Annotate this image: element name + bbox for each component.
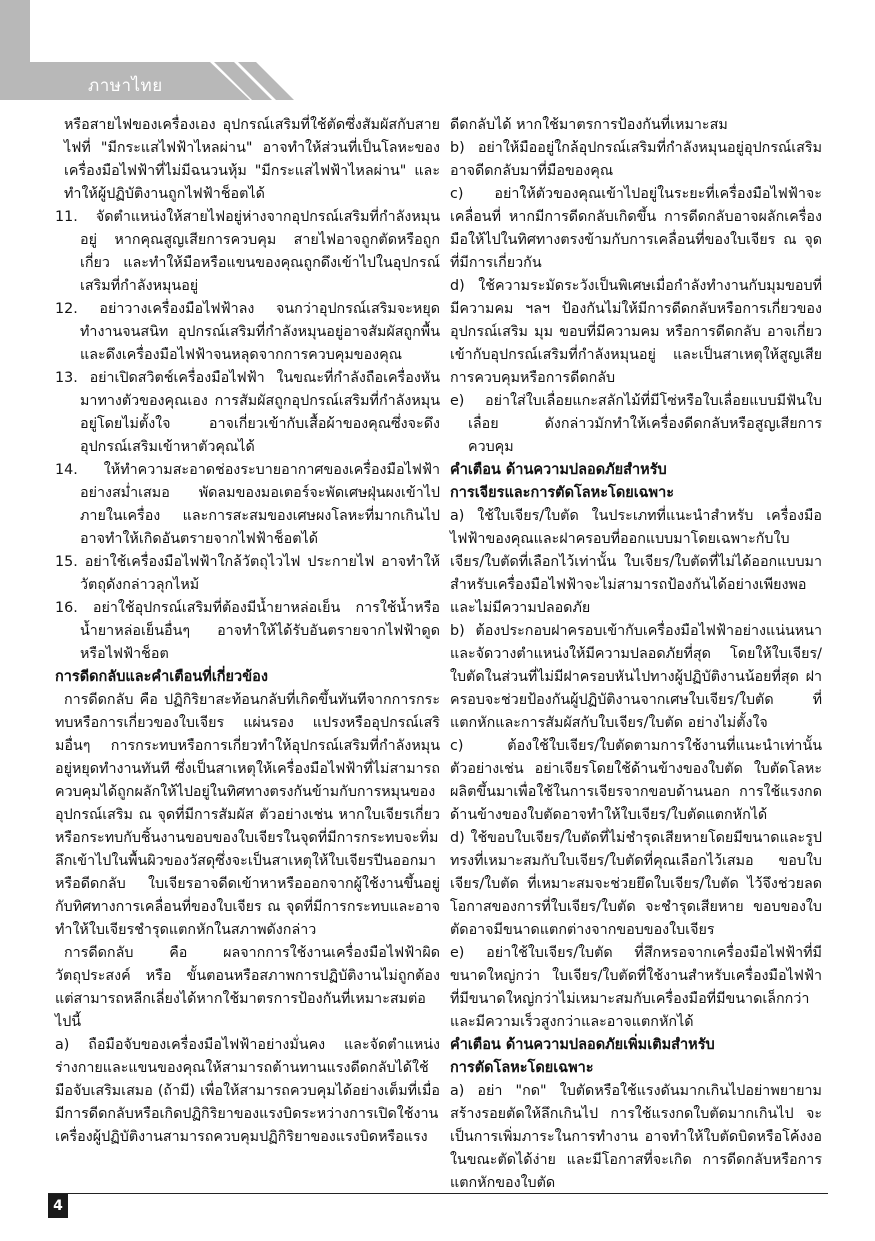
kickback-item-a: a) ถือมือจับของเครื่องมือไฟฟ้าอย่างมั่นคง และจัดตำแหน่งร่างกายและแขนของคุณให้สามารถต้านทานแรงดีดกลับได้ใช้มือจับเสริมเสมอ (ถ้ามี) เพื่อให้สามารถควบคุมได้อย่างเต็มที่เมื่อมีการดีดกลับหรือเกิดปฏิกิริยาของแรงบิดระหว่างการเปิดใช้งาน เครื่องผู้ปฏิบัติงานสามารถควบคุมปฏิกิริยาของแรงบิดหรือแรง bbox=[55, 1037, 440, 1145]
list-item-14: 14. ให้ทำความสะอาดช่องระบายอากาศของเครื่องมือไฟฟ้าอย่างสม่ำเสมอ พัดลมของมอเตอร์จะพัดเศษฝุ่นผงเข้าไปภายในเครื่อง และการสะสมของเศษผงโลหะที่มากเกินไป อาจทำให้เกิดอันตรายจากไฟฟ้าช็อตได้ bbox=[55, 462, 440, 547]
cutting-item-a: a) อย่า "กด" ใบตัดหรือใช้แรงดันมากเกินไปอย่าพยายามสร้างรอยตัดให้ลึกเกินไป การใช้แรงกดใบตัดมากเกินไป จะเป็นการเพิ่มภาระในการทำงาน อาจทำให้ใบตัดบิดหรือโค้งงอในขณะตัดได้ง่าย และมีโอกาสที่จะเกิด การดีดกลับหรือการแตกหักของใบตัด bbox=[450, 1083, 822, 1191]
page-header bbox=[0, 0, 875, 100]
kickback-item-d: d) ใช้ความระมัดระวังเป็นพิเศษเมื่อกำลังทำงานกับมุมขอบที่มีความคม ฯลฯ ป้องกันไม่ให้มีการดีดกลับหรือการเกี่ยวของอุปกรณ์เสริม มุม ขอบที่มีความคม หรือการดีดกลับ อาจเกี่ยวเข้ากับอุปกรณ์เสริมที่กำลังหมุนอยู่ และเป็นสาเหตุให้สูญเสียการควบคุมหรือการดีดกลับ bbox=[450, 278, 822, 386]
language-label: ภาษาไทย bbox=[88, 76, 163, 96]
kickback-item-b: b) อย่าให้มืออยู่ใกล้อุปกรณ์เสริมที่กำลังหมุนอยู่อุปกรณ์เสริมอาจดีดกลับมาที่มือของคุณ bbox=[450, 140, 822, 179]
right-column bbox=[450, 114, 822, 1195]
grinding-item-a: a) ใช้ใบเจียร/ใบตัด ในประเภทที่แนะนำสำหรับ เครื่องมือไฟฟ้าของคุณและฝาครอบที่ออกแบบมาโดยเฉพาะกับใบเจียร/ใบตัดที่เลือกไว้เท่านั้น ใบเจียร/ใบตัดที่ไม่ได้ออกแบบมาสำหรับเครื่องมือไฟฟ้าจะไม่สามารถป้องกันได้อย่างเพียงพอและไม่มีความปลอดภัย bbox=[450, 508, 822, 616]
header-left-edge bbox=[0, 0, 30, 100]
left-continuation: หรือสายไฟของเครื่องเอง อุปกรณ์เสริมที่ใช้ตัดซึ่งสัมผัสกับสายไฟที่ "มีกระแสไฟฟ้าไหลผ่าน" อาจทำให้ส่วนที่เป็นโลหะของเครื่องมือไฟฟ้าที่ไม่มีฉนวนหุ้ม "มีกระแสไฟฟ้าไหลผ่าน" และทำให้ผู้ปฏิบัติงานถูกไฟฟ้าช็อตได้ bbox=[64, 117, 440, 202]
kickback-paragraph-1: การดีดกลับ คือ ปฏิกิริยาสะท้อนกลับที่เกิดขึ้นทันทีจากการกระทบหรือการเกี่ยวของใบเจียร แผ่นรอง แปรงหรืออุปกรณ์เสริมอื่นๆ การกระทบหรือการเกี่ยวทำให้อุปกรณ์เสริมที่กำลังหมุนอยู่หยุดทำงานทันที ซึ่งเป็นสาเหตุให้เครื่องมือไฟฟ้าที่ไม่สามารถควบคุมได้ถูกผลักให้ไปอยู่ในทิศทางตรงกันข้ามกับการหมุนของอุปกรณ์เสริม ณ จุดที่มีการสัมผัส ตัวอย่างเช่น หากใบเจียรเกี่ยว หรือกระทบกับชิ้นงานขอบของใบเจียรในจุดที่มีการกระทบจะทิ่มลึกเข้าไปในพื้นผิวของวัสดุซึ่งจะเป็นสาเหตุให้ใบเจียรปีนออกมาหรือดีดกลับ ใบเจียรอาจดีดเข้าหาหรือออกจากผู้ใช้งานขึ้นอยู่กับทิศทางการเคลื่อนที่ของใบเจียร ณ จุดที่มีการกระทบและอาจทำให้ใบเจียรชำรุดแตกหักในสภาพดังกล่าว bbox=[55, 692, 440, 938]
list-item-12: 12. อย่าวางเครื่องมือไฟฟ้าลง จนกว่าอุปกรณ์เสริมจะหยุดทำงานจนสนิท อุปกรณ์เสริมที่กำลังหมุนอยู่อาจสัมผัสถูกพื้นและดึงเครื่องมือไฟฟ้าจนหลุดจากการควบคุมของคุณ bbox=[55, 301, 440, 363]
grinding-item-b: b) ต้องประกอบฝาครอบเข้ากับเครื่องมือไฟฟ้าอย่างแน่นหนาและจัดวางตำแหน่งให้มีความปลอดภัยที่สุด โดยให้ใบเจียร/ใบตัดในส่วนที่ไม่มีฝาครอบหันไปทางผู้ปฏิบัติงานน้อยที่สุด ฝาครอบจะช่วยป้องกันผู้ปฏิบัติงานจากเศษใบเจียร/ใบตัด ที่แตกหักและการสัมผัสกับใบเจียร/ใบตัด อย่างไม่ตั้งใจ bbox=[450, 623, 822, 731]
grinding-heading-line-1: คำเตือน ด้านความปลอดภัยสำหรับ bbox=[450, 462, 667, 478]
list-item-15: 15. อย่าใช้เครื่องมือไฟฟ้าใกล้วัตถุไวไฟ ประกายไฟ อาจทำให้วัตถุดังกล่าวลุกไหม้ bbox=[55, 554, 440, 593]
cutting-heading-line-2: การตัดโลหะโดยเฉพาะ bbox=[450, 1060, 594, 1076]
left-column bbox=[55, 114, 440, 1149]
grinding-heading-line-2: การเจียรและการตัดโลหะโดยเฉพาะ bbox=[450, 485, 675, 501]
right-continuation: ดีดกลับได้ หากใช้มาตรการป้องกันที่เหมาะสม bbox=[450, 117, 728, 133]
grinding-item-d: d) ใช้ขอบใบเจียร/ใบตัดที่ไม่ชำรุดเสียหายโดยมีขนาดและรูปทรงที่เหมาะสมกับใบเจียร/ใบตัดที่คุณเลือกไว้เสมอ ขอบใบเจียร/ใบตัด ที่เหมาะสมจะช่วยยึดใบเจียร/ใบตัด ไว้จึงช่วยลดโอกาสของการที่ใบเจียร/ใบตัด จะชำรุดเสียหาย ขอบของใบตัดอาจมีขนาดแตกต่างจากขอบของใบเจียร bbox=[450, 830, 822, 938]
kickback-item-e: e) อย่าใส่ใบเลื่อยแกะสลักไม้ที่มีโซ่หรือใบเลื่อยแบบมีฟันใบเลื่อย ดังกล่าวมักทำให้เครื่องดีดกลับหรือสูญเสียการควบคุม bbox=[450, 393, 822, 455]
kickback-heading: การดีดกลับและคำเตือนที่เกี่ยวข้อง bbox=[55, 669, 268, 685]
header-top-white bbox=[0, 0, 875, 62]
grinding-item-c: c) ต้องใช้ใบเจียร/ใบตัดตามการใช้งานที่แนะนำเท่านั้น ตัวอย่างเช่น อย่าเจียรโดยใช้ด้านข้างของใบตัด ใบตัดโลหะผลิตขึ้นมาเพื่อใช้ในการเจียรจากขอบด้านนอก การใช้แรงกดด้านข้างของใบตัดอาจทำให้ใบเจียร/ใบตัดแตกหักได้ bbox=[450, 738, 822, 823]
kickback-item-c: c) อย่าให้ตัวของคุณเข้าไปอยู่ในระยะที่เครื่องมือไฟฟ้าจะเคลื่อนที่ หากมีการดีดกลับเกิดขึ้น การดีดกลับอาจผลักเครื่องมือให้ไปในทิศทางตรงข้ามกับการเคลื่อนที่ของใบเจียร ณ จุดที่มีการเกี่ยวกัน bbox=[450, 186, 822, 271]
page-number: 4 bbox=[48, 1194, 68, 1218]
footer-rule bbox=[48, 1193, 828, 1194]
list-item-13: 13. อย่าเปิดสวิตช์เครื่องมือไฟฟ้า ในขณะที่กำลังถือเครื่องหันมาทางตัวของคุณเอง การสัมผัสถูกอุปกรณ์เสริมที่กำลังหมุนอยู่โดยไม่ตั้งใจ อาจเกี่ยวเข้ากับเสื้อผ้าของคุณซึ่งจะดึงอุปกรณ์เสริมเข้าหาตัวคุณได้ bbox=[55, 370, 440, 455]
list-item-16: 16. อย่าใช้อุปกรณ์เสริมที่ต้องมีน้ำยาหล่อเย็น การใช้น้ำหรือน้ำยาหล่อเย็นอื่นๆ อาจทำให้ได้รับอันตรายจากไฟฟ้าดูดหรือไฟฟ้าช็อต bbox=[55, 600, 440, 662]
list-item-11: 11. จัดตำแหน่งให้สายไฟอยู่ห่างจากอุปกรณ์เสริมที่กำลังหมุนอยู่ หากคุณสูญเสียการควบคุม สายไฟอาจถูกตัดหรือถูกเกี่ยว และทำให้มือหรือแขนของคุณถูกดึงเข้าไปในอุปกรณ์เสริมที่กำลังหมุนอยู่ bbox=[55, 209, 440, 294]
grinding-item-e: e) อย่าใช้ใบเจียร/ใบตัด ที่สึกหรอจากเครื่องมือไฟฟ้าที่มีขนาดใหญ่กว่า ใบเจียร/ใบตัดที่ใช้งานสำหรับเครื่องมือไฟฟ้าที่มีขนาดใหญ่กว่าไม่เหมาะสมกับเครื่องมือที่มีขนาดเล็กกว่า และมีความเร็วสูงกว่าและอาจแตกหักได้ bbox=[450, 945, 822, 1030]
cutting-heading-line-1: คำเตือน ด้านความปลอดภัยเพิ่มเติมสำหรับ bbox=[450, 1037, 715, 1053]
kickback-paragraph-2: การดีดกลับ คือ ผลจากการใช้งานเครื่องมือไฟฟ้าผิดวัตถุประสงค์ หรือ ขั้นตอนหรือสภาพการปฏิบัติงานไม่ถูกต้อง แต่สามารถหลีกเลี่ยงได้หากใช้มาตรการป้องกันที่เหมาะสมต่อไปนี้ bbox=[55, 945, 440, 1030]
